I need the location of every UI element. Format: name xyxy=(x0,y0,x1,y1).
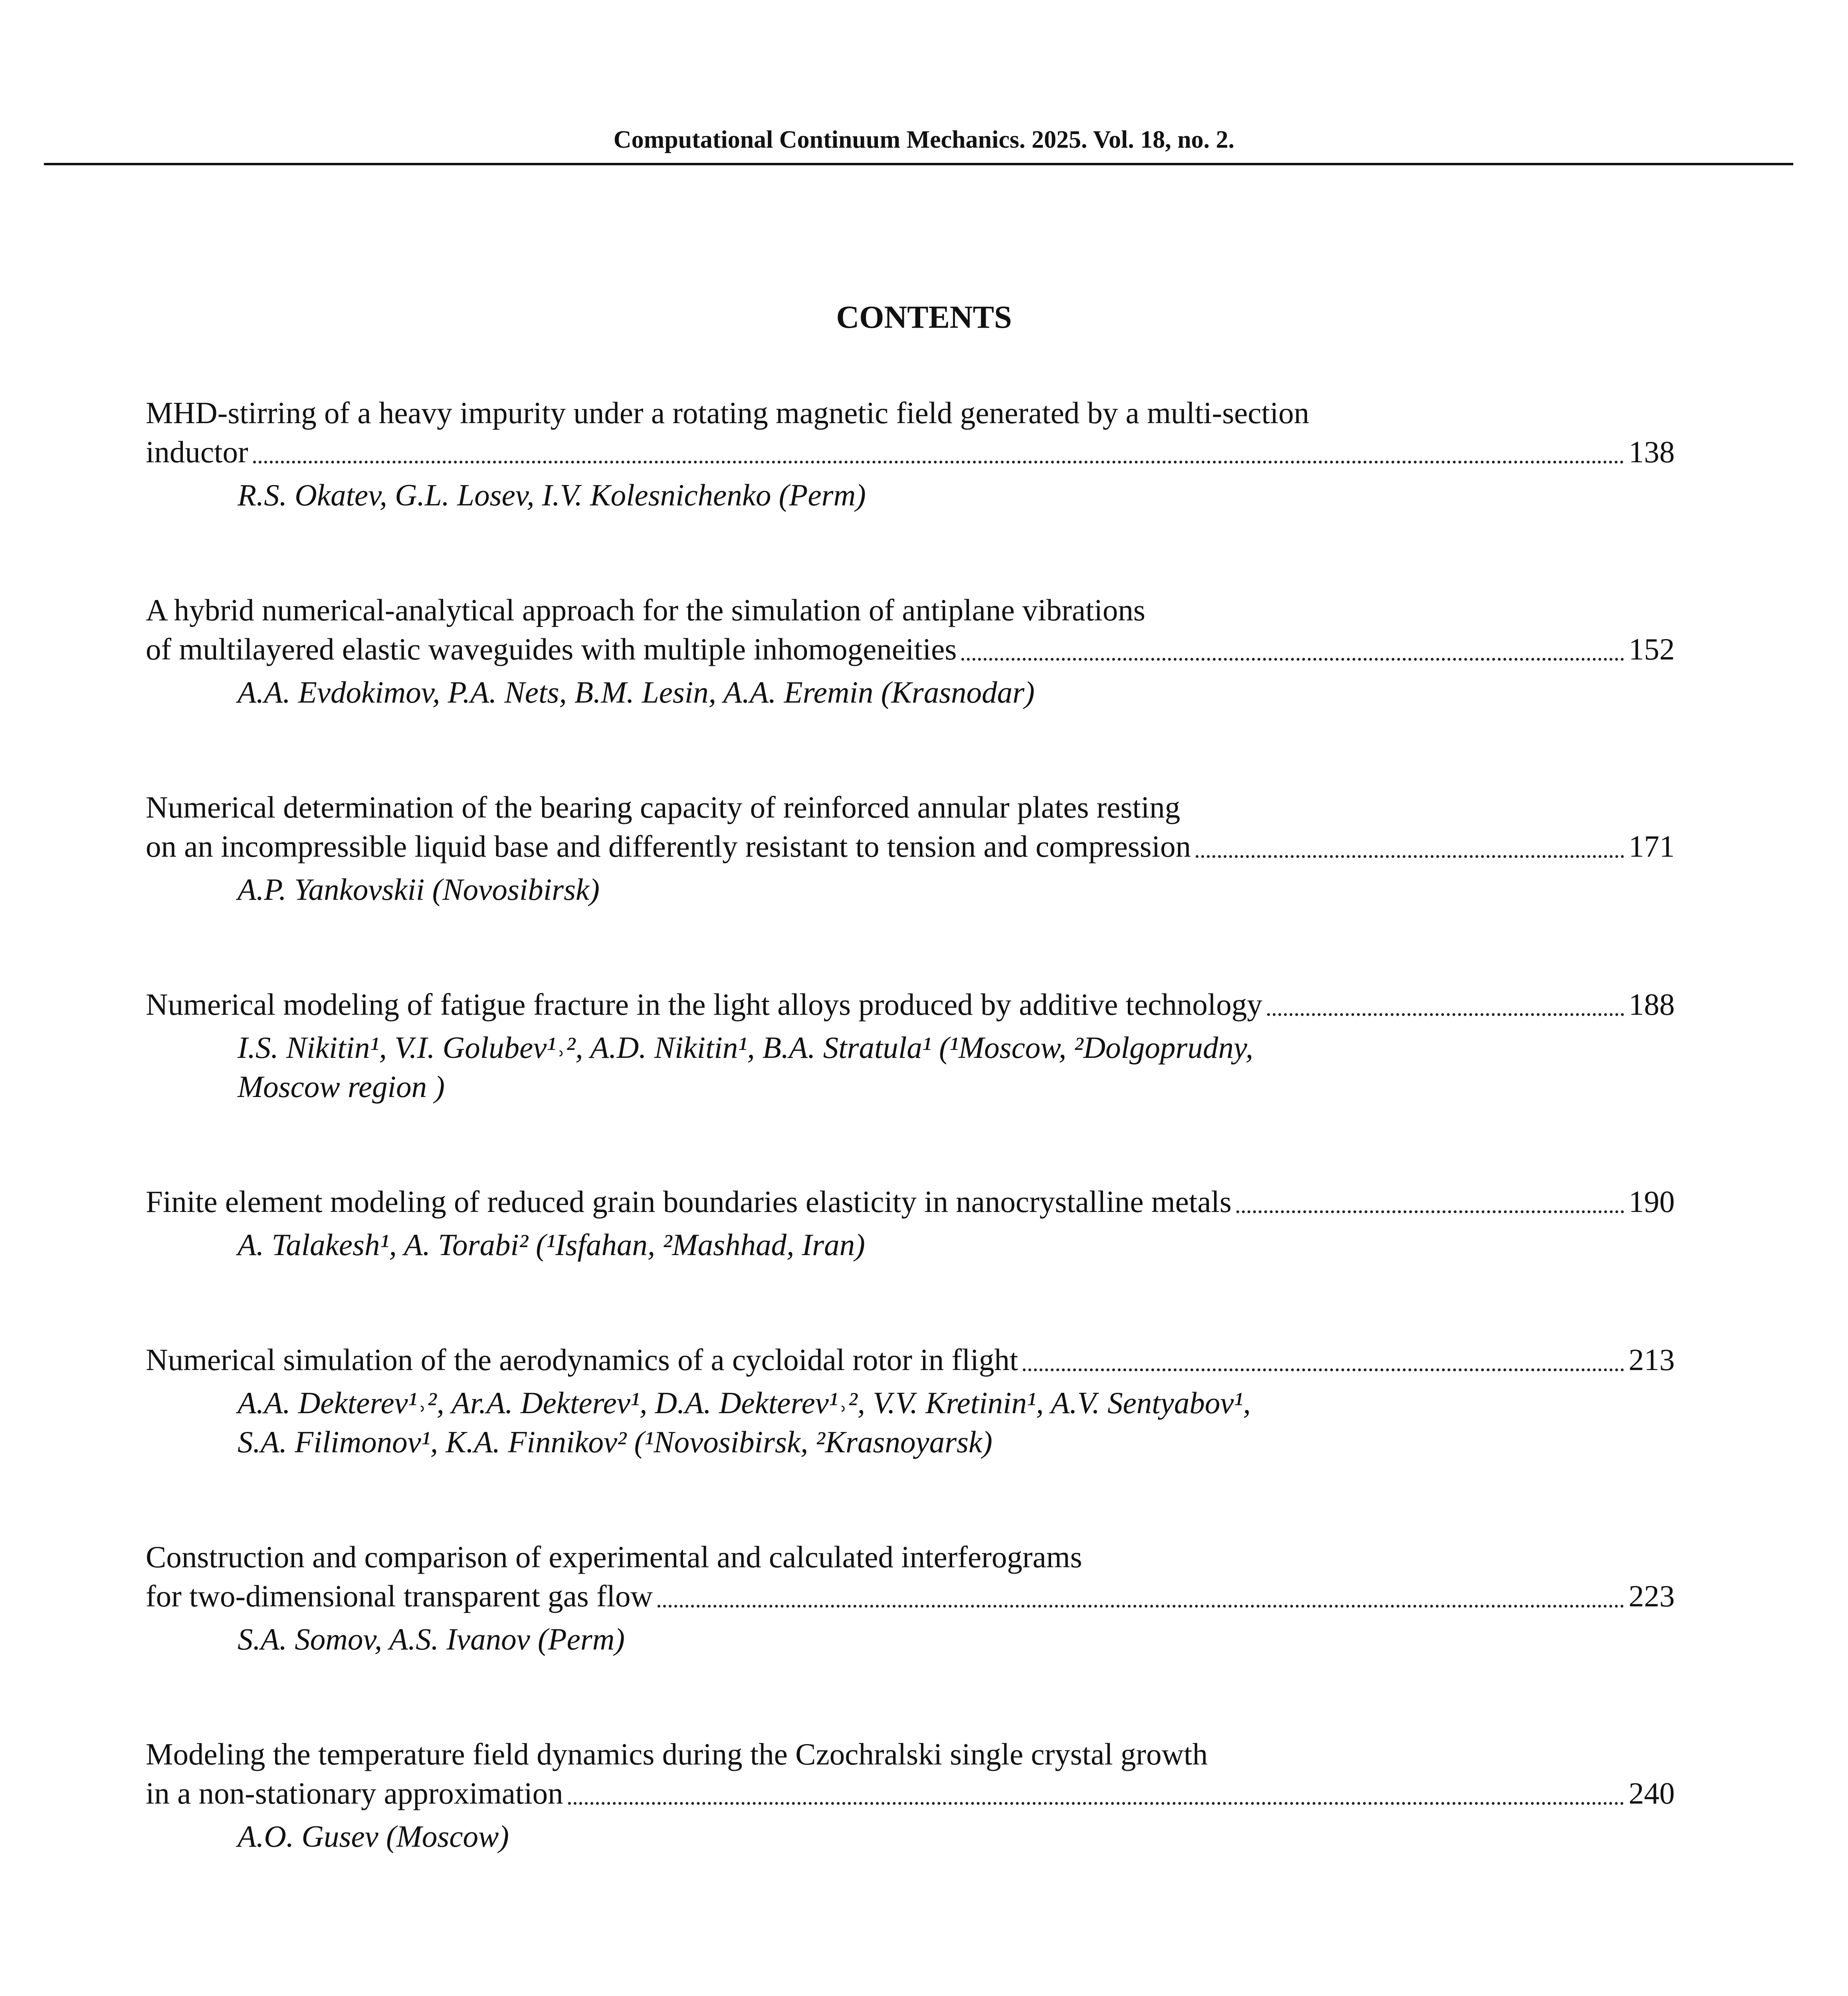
entry-title-text: on an incompressible liquid base and differently resistant to tension and compression xyxy=(146,829,1191,863)
dot-leader xyxy=(568,1802,1624,1805)
entry-authors-continued: Moscow region ) xyxy=(238,1069,445,1104)
entry-title-line: Construction and comparison of experimental and calculated interferograms xyxy=(146,1540,1082,1574)
entry-title-last-line xyxy=(146,985,1675,1024)
entry-title-line: Modeling the temperature field dynamics during the Czochralski single crystal growth xyxy=(146,1737,1208,1771)
entry-authors: S.A. Somov, A.S. Ivanov (Perm) xyxy=(238,1622,625,1656)
toc-entry xyxy=(146,985,1675,1106)
toc-entry xyxy=(146,393,1675,515)
entry-authors: R.S. Okatev, G.L. Losev, I.V. Kolesnichenko (Perm) xyxy=(238,478,866,512)
toc-entry xyxy=(146,1182,1675,1264)
entry-title-text: for two-dimensional transparent gas flow xyxy=(146,1579,653,1613)
dot-leader xyxy=(1236,1210,1624,1213)
contents-title: CONTENTS xyxy=(836,300,1012,335)
dot-leader xyxy=(961,657,1624,661)
toc-entry xyxy=(146,1735,1675,1856)
entry-title-text: in a non-stationary approximation xyxy=(146,1776,563,1810)
entry-title-text: Finite element modeling of reduced grain boundaries elasticity in nanocrystalline metals xyxy=(146,1184,1232,1219)
entry-authors: A.P. Yankovskii (Novosibirsk) xyxy=(238,872,600,907)
page-number: 171 xyxy=(1628,829,1675,863)
page-number: 188 xyxy=(1628,987,1675,1022)
toc-entry xyxy=(146,788,1675,909)
entry-authors: A.A. Evdokimov, P.A. Nets, B.M. Lesin, A.A. Eremin (Krasnodar) xyxy=(238,675,1035,709)
page-number: 213 xyxy=(1628,1343,1675,1377)
page-number: 190 xyxy=(1628,1184,1675,1219)
entry-title-last-line xyxy=(146,1340,1675,1379)
entry-title-text: inductor xyxy=(146,435,248,469)
dot-leader xyxy=(253,460,1624,463)
toc-entry xyxy=(146,590,1675,712)
entry-authors: A. Talakesh¹, A. Torabi² (¹Isfahan, ²Mashhad, Iran) xyxy=(238,1228,865,1262)
entry-authors-continued: S.A. Filimonov¹, K.A. Finnikov² (¹Novosibirsk, ²Krasnoyarsk) xyxy=(238,1425,992,1459)
entry-title-text: Numerical modeling of fatigue fracture in the light alloys produced by additive technology xyxy=(146,987,1262,1022)
entry-title-line: MHD-stirring of a heavy impurity under a rotating magnetic field generated by a multi-section xyxy=(146,396,1309,430)
entry-authors: A.O. Gusev (Moscow) xyxy=(238,1819,509,1853)
dot-leader xyxy=(1023,1368,1624,1371)
running-header: Computational Continuum Mechanics. 2025. Vol. 18, no. 2. xyxy=(613,126,1235,153)
page-number: 240 xyxy=(1628,1776,1675,1810)
dot-leader xyxy=(1267,1013,1624,1016)
entry-authors: I.S. Nikitin¹, V.I. Golubev¹˒², A.D. Nikitin¹, B.A. Stratula¹ (¹Moscow, ²Dolgoprudny, xyxy=(238,1030,1254,1065)
toc-entry xyxy=(146,1340,1675,1461)
entry-title-text: of multilayered elastic waveguides with multiple inhomogeneities xyxy=(146,632,957,666)
entry-title-last-line xyxy=(146,827,1675,866)
entry-title-last-line xyxy=(146,1774,1675,1813)
entry-title-last-line xyxy=(146,1576,1675,1616)
page-number: 152 xyxy=(1628,632,1675,666)
table-of-contents xyxy=(146,393,1675,1932)
entry-title-line: A hybrid numerical-analytical approach for the simulation of antiplane vibrations xyxy=(146,593,1145,627)
page-number: 223 xyxy=(1628,1579,1675,1613)
dot-leader xyxy=(1196,855,1624,858)
dot-leader xyxy=(658,1604,1624,1608)
entry-title-line: Numerical determination of the bearing capacity of reinforced annular plates resting xyxy=(146,790,1181,824)
entry-title-last-line xyxy=(146,630,1675,669)
page-number: 138 xyxy=(1628,435,1675,469)
header-rule xyxy=(44,163,1793,165)
toc-entry xyxy=(146,1537,1675,1659)
entry-authors: A.A. Dekterev¹˒², Ar.A. Dekterev¹, D.A. Dekterev¹˒², V.V. Kretinin¹, A.V. Sentyabov¹, xyxy=(238,1386,1251,1420)
entry-title-last-line xyxy=(146,432,1675,471)
entry-title-last-line xyxy=(146,1182,1675,1221)
entry-title-text: Numerical simulation of the aerodynamics of a cycloidal rotor in flight xyxy=(146,1343,1018,1377)
